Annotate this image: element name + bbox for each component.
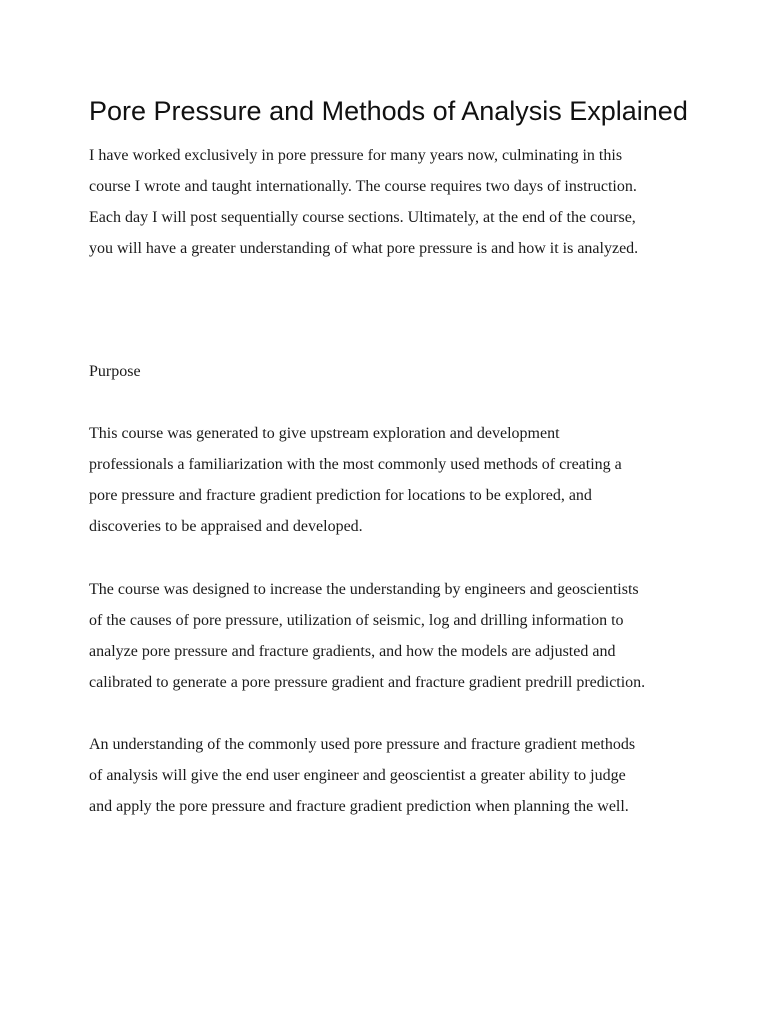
text-line: calibrated to generate a pore pressure gradient and fracture gradient predrill prediction. bbox=[89, 674, 646, 691]
intro-paragraph bbox=[89, 140, 638, 264]
text-line: Each day I will post sequentially course sections. Ultimately, at the end of the course, bbox=[89, 209, 636, 226]
text-line: discoveries to be appraised and developed. bbox=[89, 518, 363, 535]
text-line: course I wrote and taught internationally. The course requires two days of instruction. bbox=[89, 178, 637, 195]
section-heading-purpose: Purpose bbox=[89, 363, 141, 380]
purpose-paragraph-3 bbox=[89, 729, 635, 822]
text-line: of the causes of pore pressure, utilization of seismic, log and drilling information to bbox=[89, 612, 624, 629]
text-line: pore pressure and fracture gradient prediction for locations to be explored, and bbox=[89, 487, 592, 504]
purpose-paragraph-2 bbox=[89, 574, 645, 698]
text-line: I have worked exclusively in pore pressure for many years now, culminating in this bbox=[89, 147, 623, 164]
text-line: of analysis will give the end user engineer and geoscientist a greater ability to judge bbox=[89, 767, 626, 784]
text-line: professionals a familiarization with the most commonly used methods of creating a bbox=[89, 456, 622, 473]
text-line: analyze pore pressure and fracture gradients, and how the models are adjusted and bbox=[89, 643, 616, 660]
text-line: This course was generated to give upstream exploration and development bbox=[89, 425, 560, 442]
text-line: An understanding of the commonly used pore pressure and fracture gradient methods bbox=[89, 736, 636, 753]
page-title: Pore Pressure and Methods of Analysis Explained bbox=[89, 96, 688, 126]
text-line: you will have a greater understanding of what pore pressure is and how it is analyzed. bbox=[89, 240, 639, 257]
text-line: The course was designed to increase the understanding by engineers and geoscientists bbox=[89, 581, 639, 598]
text-line: and apply the pore pressure and fracture gradient prediction when planning the well. bbox=[89, 798, 629, 815]
purpose-paragraph-1 bbox=[89, 418, 622, 542]
